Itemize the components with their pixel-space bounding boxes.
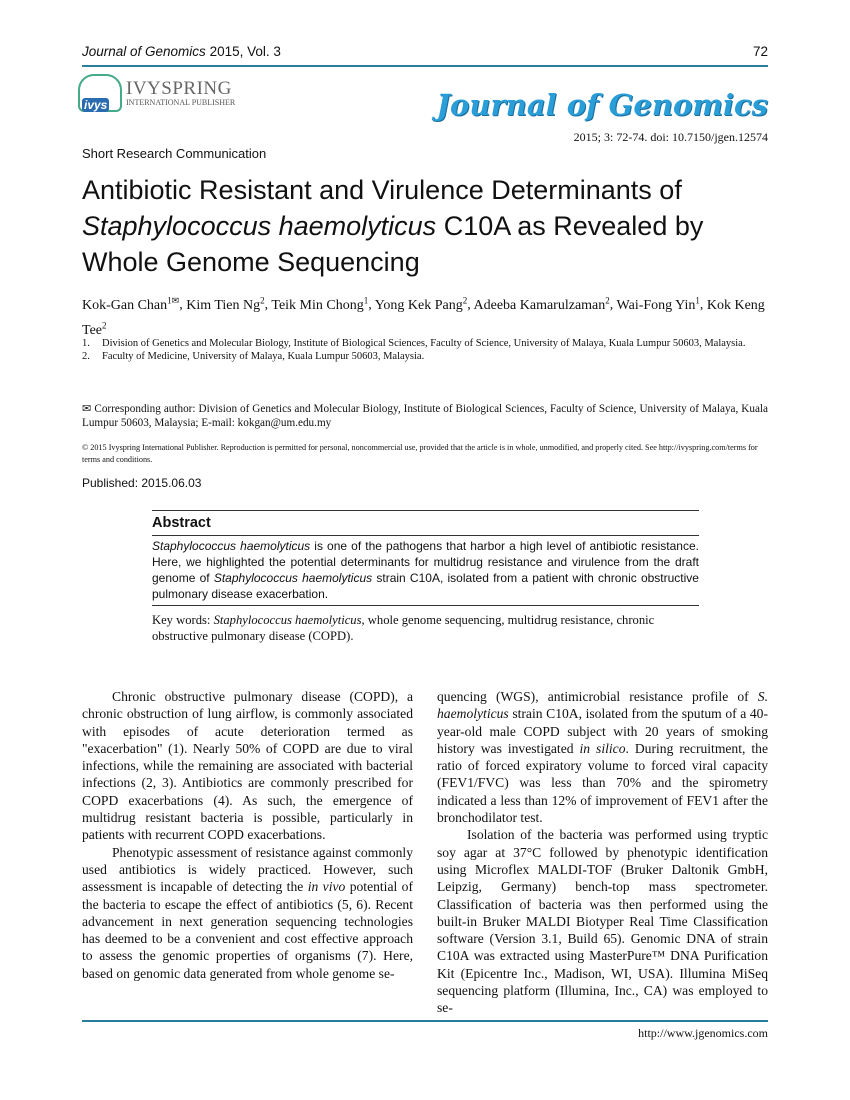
running-header [82, 44, 768, 59]
footer-divider [82, 1020, 768, 1022]
affiliation-item: 1. Division of Genetics and Molecular Biology, Institute of Biological Sciences, Faculty of Science, University of Malaya, Kuala Lumpur 50603, Malaysia. [82, 338, 746, 349]
abstract-heading: Abstract [152, 510, 699, 536]
page-number: 72 [752, 44, 768, 59]
journal-name: Journal of Genomics [82, 44, 206, 59]
abstract-box [152, 510, 699, 644]
article-title: Antibiotic Resistant and Virulence Determinants of Staphylococcus haemolyticus C10A as Revealed by Whole Genome Sequencing [82, 175, 704, 277]
paragraph: Isolation of the bacteria was performed using tryptic soy agar at 37°C followed by phenotypic identification using Microflex MALDI-TOF (Bruker Daltonik GmbH, Leipzig, Germany) bench-top mass spectrometer. Classification of bacteria was then performed using the built-in Bruker MALDI Biotyper Real Time Classification software (Version 3.1, Build 65). Genomic DNA of strain C10A was extracted using MasterPure™ DNA Purification Kit (Epicentre Inc., Madison, WI, USA). Illumina MiSeq sequencing platform (Illumina, Inc., CA) was employed to se- [437, 827, 768, 1016]
author-list: Kok-Gan Chan$^{1✉}$, Kim Tien Ng$^2$, Teik Min Chong$^1$, Yong Kek Pang$^2$, Adeeba Kamarulzaman$^2$, Wai-Fong Yin$^1$, Kok Keng Tee$^2$ [82, 295, 765, 339]
abstract-text: Staphylococcus haemolyticus is one of the pathogens that harbor a high level of antibiotic resistance. Here, we highlighted the potential determinants for multidrug resistance and virulence from the draft genome of Staphylococcus haemolyticus strain C10A, isolated from a patient with chronic obstructive pulmonary disease exacerbation. [152, 536, 699, 606]
affiliations [82, 337, 768, 363]
copyright-notice: © 2015 Ivyspring International Publisher. Reproduction is permitted for personal, noncommercial use, provided that the article is in whole, unmodified, and properly cited. See http://ivyspring.com/terms for terms and conditions. [82, 443, 758, 464]
ivy-logo-icon: ivys [78, 74, 122, 112]
author: Wai-Fong Yin$^1$ [616, 295, 700, 313]
author: Kok-Gan Chan$^{1✉}$ [82, 295, 180, 313]
paragraph: Phenotypic assessment of resistance against commonly used antibiotics is widely practiced. However, such assessment is incapable of detecting the in vivo potential of the bacteria to escape the effect of antibiotics (5, 6). Recent advancement in next generation sequencing technologies has deemed to be a convenient and cost effective approach to assess the genomic properties of organisms (7). Here, based on genomic data generated from whole genome se- [82, 844, 413, 981]
corresponding-author: ✉ Corresponding author: Division of Genetics and Molecular Biology, Institute of Biological Sciences, Faculty of Science, University of Malaya, Kuala Lumpur 50603, Malaysia; E-mail: kokgan@um.edu.my [82, 403, 768, 429]
author: Teik Min Chong$^1$ [271, 295, 369, 313]
author: Kim Tien Ng$^2$ [186, 295, 265, 313]
published-date: Published: 2015.06.03 [82, 476, 202, 490]
publisher-sub: INTERNATIONAL PUBLISHER [126, 97, 236, 107]
publisher-logo [78, 74, 235, 112]
journal-logo: Journal of Genomics [436, 88, 768, 122]
author: Yong Kek Pang$^2$ [374, 295, 468, 313]
year-volume: 2015, Vol. 3 [209, 44, 281, 59]
keywords: Key words: Staphylococcus haemolyticus, whole genome sequencing, multidrug resistance, chronic obstructive pulmonary disease (COPD). [152, 613, 655, 643]
body-column-right [437, 688, 768, 1017]
affiliation-item: 2. Faculty of Medicine, University of Malaya, Kuala Lumpur 50603, Malaysia. [82, 351, 425, 362]
author: Kok Keng Tee$^2$ [82, 297, 765, 339]
paragraph: Chronic obstructive pulmonary disease (COPD), a chronic obstruction of lung airflow, is commonly associated with episodes of acute deterioration termed as "exacerbation" (1). Nearly 50% of COPD are due to viral infections, while the remaining are associated with bacterial infections (2, 3). Antibiotics are commonly prescribed for COPD exacerbations (4). As such, the emergence of multidrug resistant bacteria is possible, particularly in patients with recurrent COPD exacerbations. [82, 689, 413, 843]
paragraph: quencing (WGS), antimicrobial resistance profile of S. haemolyticus strain C10A, isolated from the sputum of a 40-year-old male COPD subject with 20 years of smoking history was investigated in silico. During recruitment, the ratio of forced expiratory volume to forced viral capacity (FEV1/FVC) was less than 70% and the spirometry indicated a less than 12% of improvement of FEV1 after the bronchodilator test. [437, 689, 768, 826]
header-divider [82, 65, 768, 67]
citation: 2015; 3: 72-74. doi: 10.7150/jgen.12574 [573, 130, 768, 144]
article-type: Short Research Communication [82, 146, 267, 161]
publisher-name: IVYSPRING [126, 77, 232, 99]
footer-url[interactable]: http://www.jgenomics.com [638, 1026, 768, 1040]
author: Adeeba Kamarulzaman$^2$ [473, 295, 610, 313]
body-column-left [82, 688, 413, 982]
